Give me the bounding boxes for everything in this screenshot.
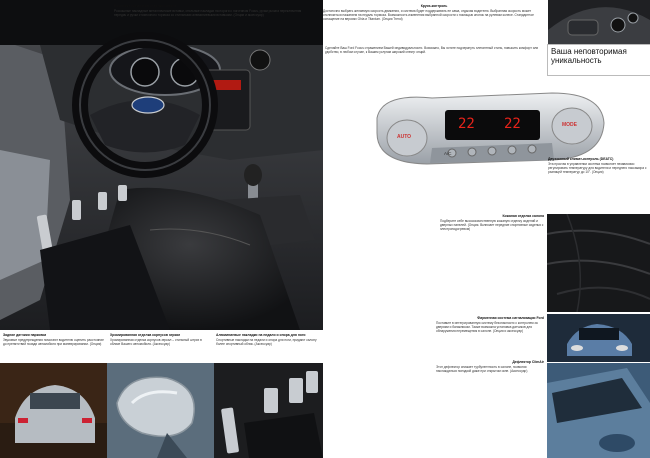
parking-car-photo [0,363,107,458]
steering-buttons-photo [548,0,650,45]
pedals-photo [214,363,323,458]
chrome-mirrors-body: Хромированная отделка корпусов зеркал – стильный штрих в облике Вашего автомобиля. (Аксессуар) [110,338,202,346]
pedals-icon [214,363,323,458]
climate-display-left: 22 [458,116,475,132]
climate-panel-photo [372,88,608,168]
chrome-mirrors-caption [110,333,210,346]
deflector-photo [547,363,650,458]
unique-heading-box [547,44,650,76]
trim-kit-body: Роскошные накладные металлические вставки, стильные накладки на пороги с логотипом Focus, ручки рычага переключения передач и ручки стояночного тормоза со стильными алюминиевыми вставками. (Опции и аксессуар) [114,9,302,17]
intro-body: Сделайте Ваш Ford Focus отражением Вашей индивидуальности. Возможно, Вы хотите подчеркнуть элегантный стиль, повысить комфорт или удобство, в любом случае, к Вашим услугам широкий спектр опций. [325,46,539,54]
climate-control-panel [372,88,608,168]
climate-display-right: 22 [504,116,521,132]
car-window-icon [547,363,650,458]
parking-sensors-caption [3,333,106,346]
alarm-caption [436,316,544,333]
leather-title: Кожаная отделка салона [502,214,544,218]
steering-wheel-icon [548,0,650,45]
alarm-body: Поставьте в интегрированную систему безопасности с контролем за дверями и багажником. Также возможна установка датчиков для обнаружения перемещения в салоне. (Опция и аксессуар) [436,321,538,333]
alarm-title: Фирменная система сигнализации Ford [477,316,544,320]
alarm-car-photo [547,314,650,362]
leather-seat-photo [547,214,650,312]
interior-illustration [0,0,323,330]
pedals-caption [216,333,320,346]
mirror-photo [107,363,214,458]
pedals-body: Спортивные накладки на педали и опора для ноги, придают салону более спортивный облик. (Аксессуар) [216,338,317,346]
ac-button[interactable]: A/C [444,151,452,156]
car-rear-icon [0,363,107,458]
auto-button[interactable]: AUTO [397,134,412,140]
deflector-body: Этот дефлектор снижает турбулентность в салоне, позволяя наслаждаться поездкой даже при открытом окне. (Аксессуар) [436,365,528,373]
climate-caption [548,157,648,174]
cruise-control-caption [323,4,545,21]
deflector-caption [436,360,544,373]
climate-body: Эта простая в управлении система позволяет независимо регулировать температуру для водителя и переднего пассажира с разницей температур до 10°. (Опция) [548,162,647,174]
trim-kit-title: Комплект элементов отделки салона [114,4,177,8]
mode-button[interactable]: MODE [562,122,577,128]
cruise-control-body: Достаточно выбрать желаемую скорость движения, и система будет поддерживать ее сама, отдыхая водителю. Выбранная скорость может отключиться нажатием на педаль тормоза. Возможность изменения выбранной скорости с помощью кнопок на рулевом колесе. Стандартное оснащение на версиях Ghia и Titanium. (Опция Trend) [323,9,534,21]
cruise-control-title: Круиз-контроль [420,4,448,8]
leather-body: Подберите себе высококачественную кожаную отделку сидений и дверных панелей. (Опция. Включает передние спортивные сиденья с электроподогревом) [440,219,544,231]
parking-sensors-body: Звуковые предупреждения помогают водителю оценить расстояние до препятствий позади автомобиля при маневрировании. (Опция) [3,338,104,346]
intro-paragraph [325,46,547,54]
parking-sensors-title: Задние датчики парковки [3,333,47,337]
interior-photo [0,0,323,330]
mirror-icon [107,363,214,458]
trim-kit-caption [114,4,314,17]
deflector-title: Дефлектор ClimAir [512,360,544,364]
leather-texture [547,214,650,312]
car-front-icon [547,314,650,362]
climate-title: Двухзонный климат-контроль (DEATC) [548,157,614,161]
leather-caption [440,214,544,231]
unique-heading: Ваша неповторимая уникальность [551,47,627,65]
chrome-mirrors-title: Хромированная отделка корпусов зеркал [110,333,181,337]
pedals-title: Алюминиевые накладки на педали и опора для ноги [216,333,306,337]
